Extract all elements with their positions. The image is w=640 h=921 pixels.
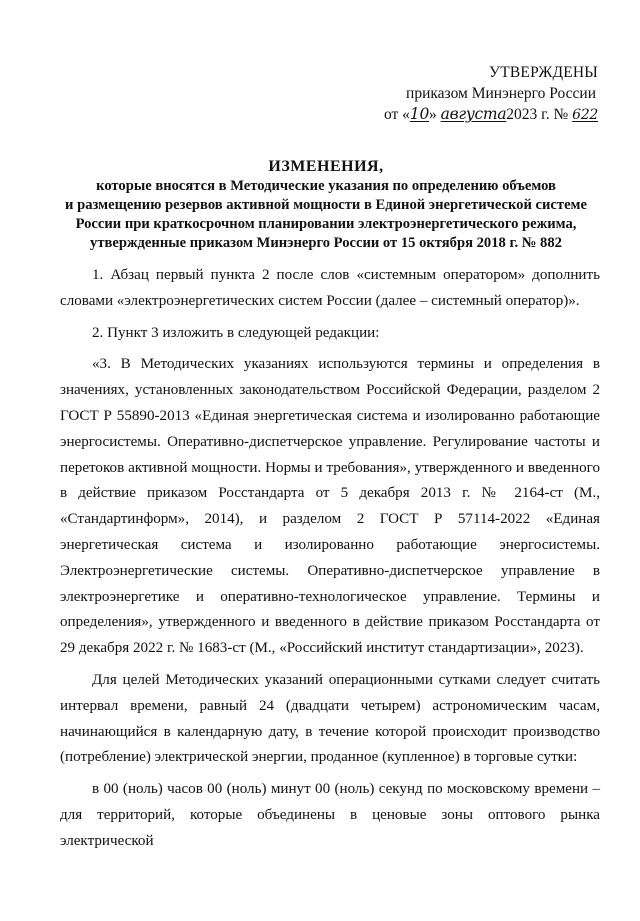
heading-line: утвержденные приказом Минэнерго России от 15 октября 2018 г. № 882 — [90, 235, 562, 251]
heading-line: которые вносятся в Методические указания по определению объемов — [96, 178, 556, 194]
approval-year-number-label: 2023 г. № — [506, 106, 573, 123]
paragraph-item-1: 1. Абзац первый пункта 2 после слов «системным оператором» дополнить словами «электроэнергетических систем России (далее – системный оператор)». — [60, 267, 600, 309]
handwritten-day: 10 — [409, 105, 430, 123]
approval-stamp — [384, 62, 598, 126]
heading-line: и размещению резервов активной мощности в Единой энергетической системе — [65, 197, 587, 213]
document-body — [60, 263, 600, 855]
approval-date-mid: » — [429, 106, 441, 123]
approval-authority: приказом Минэнерго России — [406, 85, 596, 102]
paragraph-time-zones: в 00 (ноль) часов 00 (ноль) минут 00 (ноль) секунд по московскому времени – для территорий, которые объединены в ценовые зоны оптового рынка электрической — [60, 781, 600, 849]
approval-title: УТВЕРЖДЕНЫ — [489, 64, 598, 81]
document-heading — [58, 157, 594, 253]
approval-order-line — [384, 104, 598, 126]
heading-title: ИЗМЕНЕНИЯ, — [268, 158, 384, 175]
heading-line: России при краткосрочном планировании электроэнергетического режима, — [75, 216, 577, 232]
paragraph-item-2: 2. Пункт 3 изложить в следующей редакции: — [92, 324, 380, 341]
paragraph-operating-day: Для целей Методических указаний операционными сутками следует считать интервал времени, равный 24 (двадцати четырем) астрономическим часам, начинающийся в календарную дату, в течение которой происходит производство (потребление) электрической энергии, проданное (купленное) в торговые сутки: — [60, 671, 600, 766]
approval-date-prefix: от « — [383, 106, 410, 123]
handwritten-month: августа — [440, 105, 507, 123]
paragraph-terms-definitions: «3. В Методических указаниях используются термины и определения в значениях, установленных законодательством Российской Федерации, разделом 2 ГОСТ Р 55890-2013 «Единая энергетическая система и изолированно работающие энергосистемы. Оперативно-диспетчерское управление. Регулирование частоты и перетоков активной мощности. Нормы и требования», утвержденного и введенного в действие приказом Росстандарта от 5 декабря 2013 г. № 2164-ст (М., «Стандартинформ», 2014), и разделом 2 ГОСТ Р 57114-2022 «Единая энергетическая система и изолированно работающие энергосистемы. Электроэнергетические системы. Оперативно-диспетчерское управление в электроэнергетике и оперативно-технологическое управление. Термины и определения», утвержденного и введенного в действие приказом Росстандарта от 29 декабря 2022 г. № 1683-ст (М., «Российский институт стандартизации», 2023). — [60, 356, 600, 657]
handwritten-order-number: 622 — [572, 107, 598, 123]
